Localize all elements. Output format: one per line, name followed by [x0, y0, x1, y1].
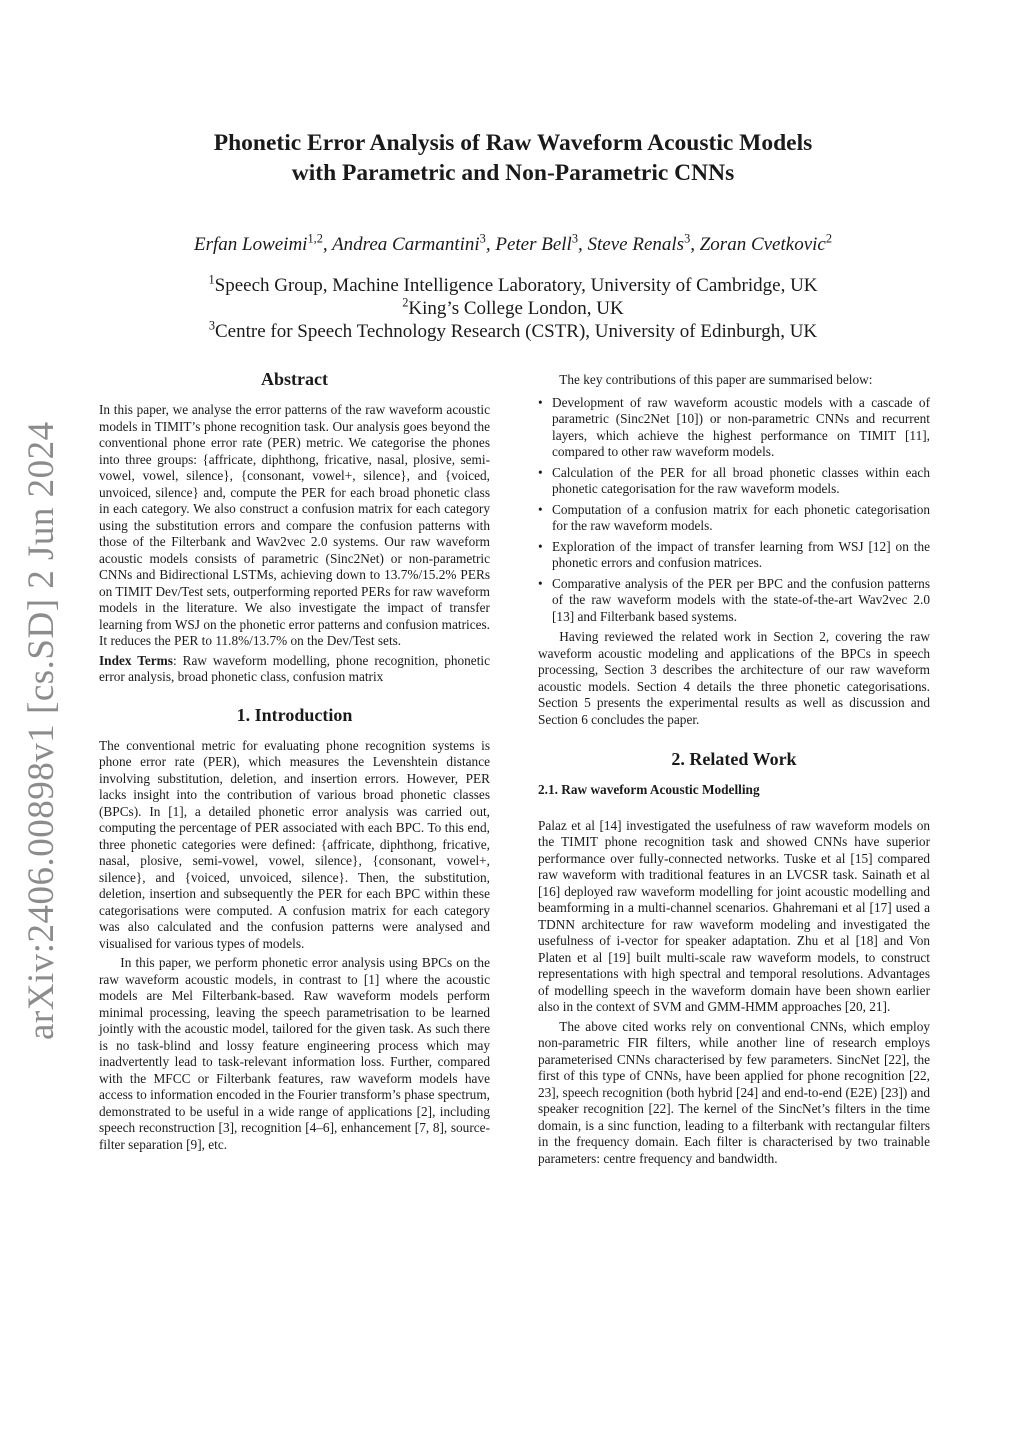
title-line-1: Phonetic Error Analysis of Raw Waveform Acoustic Models	[213, 130, 813, 156]
related-paragraph-2: The above cited works rely on conventional CNNs, which employ non-parametric FIR filters, while another line of research employs parameterised CNNs characterised by few parameters. SincNet [22], the first of this type of CNNs, have been applied for phone recognition [22, 23], speech recognition (both hybrid [24] and end-to-end (E2E) [23]) and speaker recognition [22]. The kernel of the SincNet’s filters in the time domain, is a sinc function, leading to a filterbank with rectangular filters in the frequency domain. Each filter is characterised by two trainable parameters: centre frequency and bandwidth.	[538, 1018, 930, 1166]
bullet-icon: •	[538, 501, 543, 517]
affiliation: $^2$King’s College London, UK	[402, 295, 624, 319]
related-work-heading: 2. Related Work	[671, 749, 797, 769]
author: Peter Bell$^3$,	[495, 231, 588, 255]
affiliation: $^3$Centre for Speech Technology Research (CSTR), University of Edinburgh, UK	[208, 318, 818, 342]
list-item: • Calculation of the PER for all broad phonetic classes within each phonetic categorisation for the raw waveform models.	[538, 464, 930, 496]
index-terms-text: : Raw waveform modelling, phone recognition, phonetic error analysis, broad phonetic class, confusion matrix	[99, 652, 490, 684]
bullet-icon: •	[538, 464, 543, 480]
affiliation: $^1$Speech Group, Machine Intelligence Laboratory, University of Cambridge, UK	[208, 272, 818, 296]
contributions-lead: The key contributions of this paper are summarised below:	[559, 372, 873, 387]
author: Andrea Carmantini$^3$,	[332, 231, 496, 255]
related-paragraph-1: Palaz et al [14] investigated the usefulness of raw waveform models on the TIMIT phone recognition task and showed CNNs have superior performance over fully-connected networks. Tuske et al [15] compared raw waveform with traditional features in an LVCSR task. Sainath et al [16] deployed raw waveform modelling for joint acoustic modelling and beamforming in a multi-channel scenarios. Ghahremani et al [17] used a TDNN architecture for raw waveform modeling and investigated the usefulness of i-vector for speaker adaptation. Zhu et al [18] and Von Platen et al [19] built multi-scale raw waveform models, to construct representations with high spectral and temporal resolutions. Advantages of modelling speech in the waveform domain have been shown earlier also in the context of SVM and GMM-HMM approaches [20, 21].	[538, 817, 930, 1014]
author: Erfan Loweimi$^{1,2}$,	[193, 231, 333, 255]
author: Steve Renals$^3$,	[587, 231, 700, 255]
list-item: • Computation of a confusion matrix for each phonetic categorisation for the raw waveform models.	[538, 501, 930, 533]
bullet-icon: •	[538, 538, 543, 554]
abstract-body: In this paper, we analyse the error patterns of the raw waveform acoustic models in TIMIT’s phone recognition task. Our analysis goes beyond the conventional phone error rate (PER) metric. We categorise the phones into three groups: {affricate, diphthong, fricative, nasal, plosive, semi-vowel, vowel, silence}, {consonant, vowel+, silence}, and {voiced, unvoiced, silence} and, compute the PER for each broad phonetic class in each category. We also construct a confusion matrix for each category using the substitution errors and compare the confusion patterns with those of the Filterbank and Wav2vec 2.0 systems. Our raw waveform acoustic models consists of parametric (Sinc2Net) or non-parametric CNNs and Bidirectional LSTMs, achieving down to 13.7%/15.2% PERs on TIMIT Dev/Test sets, outperforming reported PERs for raw waveform models in the literature. We also investigate the impact of transfer learning from WSJ on the phonetic error patterns and confusion matrices. It reduces the PER to 11.8%/13.7% on the Dev/Test sets.	[99, 402, 490, 648]
affiliation-list	[100, 274, 926, 343]
right-column	[538, 372, 930, 1167]
title-line-2: with Parametric and Non-Parametric CNNs	[291, 160, 735, 186]
bullet-icon: •	[538, 394, 543, 410]
list-item: • Comparative analysis of the PER per BPC and the confusion patterns of the raw waveform models with the state-of-the-art Wav2vec 2.0 [13] and Filterbank based systems.	[538, 575, 930, 624]
index-terms-label: Index Terms	[99, 652, 173, 668]
list-item: • Development of raw waveform acoustic models with a cascade of parametric (Sinc2Net [10]) or non-parametric CNNs and recurrent layers, which achieve the highest performance on TIMIT [11], compared to other raw waveform models.	[538, 394, 930, 459]
list-item: • Exploration of the impact of transfer learning from WSJ [12] on the phonetic errors and confusion matrices.	[538, 538, 930, 570]
author-list	[100, 232, 926, 258]
index-terms	[99, 653, 490, 686]
introduction-heading: 1. Introduction	[236, 704, 353, 725]
paper-outline: Having reviewed the related work in Section 2, covering the raw waveform acoustic modeling and applications of the BPCs in speech processing, Section 3 describes the architecture of our raw waveform acoustic models. Section 4 details the three phonetic categorisations. Section 5 presents the experimental results as well as discussion and Section 6 concludes the paper.	[538, 629, 930, 727]
author: Zoran Cvetkovic$^2$	[699, 231, 833, 255]
arxiv-identifier: arXiv:2406.00898v1 [cs.SD] 2 Jun 2024	[21, 421, 62, 1040]
intro-paragraph-1: The conventional metric for evaluating phone recognition systems is phone error rate (PER), which measures the Levenshtein distance involving substitution, deletion, and insertion errors. However, PER lacks insight into the contribution of various broad phonetic classes (BPCs). In [1], a detailed phonetic error analysis was carried out, computing the percentage of PER associated with each BPC. To this end, three phonetic categories were defined: {affricate, diphthong, fricative, nasal, plosive, semi-vowel, vowel, silence}, {consonant, vowel+, silence}, and {voiced, unvoiced, silence}. Then, the substitution, deletion, insertion and subsequently the PER for each BPC within these categorisations were computed. A confusion matrix for each category was also calculated and the confusion patterns were analysed and visualised for various types of models.	[99, 737, 490, 951]
bullet-icon: •	[538, 575, 543, 591]
intro-paragraph-2: In this paper, we perform phonetic error analysis using BPCs on the raw waveform acoustic models, in contrast to [1] where the acoustic models are Mel Filterbank-based. Raw waveform models perform minimal processing, leaving the speech parametrisation to be learned jointly with the acoustic model, tailored for the given task. As such there is no task-blind and lossy feature engineering process which may inadvertently lead to task-relevant information loss. Further, compared with the MFCC or Filterbank features, raw waveform models have access to information encoded in the Fourier transform’s phase spectrum, demonstrated to be useful in a wide range of applications [2], including speech reconstruction [3], recognition [4–6], enhancement [7, 8], source-filter separation [9], etc.	[99, 955, 490, 1152]
paper-title	[100, 128, 926, 188]
left-column	[99, 368, 490, 1153]
abstract-heading: Abstract	[261, 369, 328, 389]
contributions-list	[538, 395, 930, 626]
raw-waveform-subheading: 2.1. Raw waveform Acoustic Modelling	[538, 782, 760, 797]
